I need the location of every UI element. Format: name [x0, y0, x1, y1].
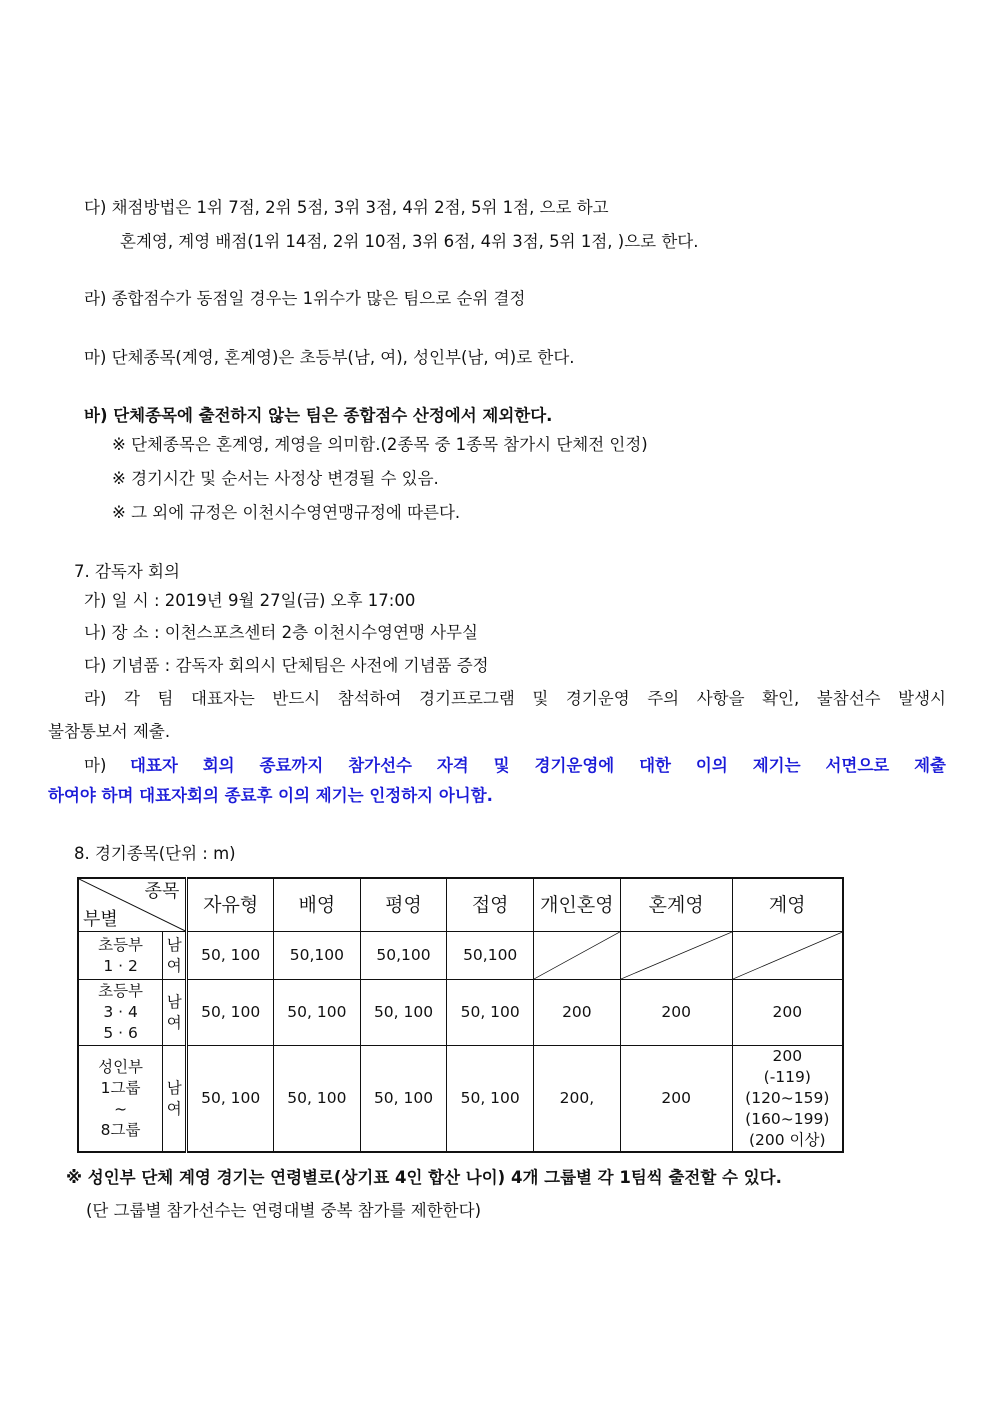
- slash-mark: [534, 932, 620, 979]
- relay-groups-cell: [732, 1046, 843, 1153]
- gender-female: 여: [166, 1099, 182, 1118]
- table-header-row: [78, 878, 843, 932]
- division-line: 1그룹: [100, 1078, 141, 1097]
- gender-cell: [163, 980, 187, 1046]
- relay-line: 200: [772, 1047, 803, 1065]
- rule-ba: 바) 단체종목에 출전하지 않는 팀은 종합점수 산정에서 제외한다.: [84, 406, 553, 425]
- slash-mark: [733, 932, 842, 979]
- gender-female: 여: [166, 1013, 182, 1032]
- not-applicable-cell: [732, 932, 843, 980]
- gender-male: 남: [166, 1078, 182, 1097]
- rule-ma: 마) 단체종목(계영, 혼계영)은 초등부(남, 여), 성인부(남, 여)로 한다.: [84, 348, 575, 367]
- note-schedule-change: ※ 경기시간 및 순서는 사정상 변경될 수 있음.: [112, 469, 439, 488]
- division-line: 5 · 6: [103, 1024, 138, 1042]
- gender-female: 여: [166, 956, 182, 975]
- not-applicable-cell: [534, 932, 621, 980]
- table-cell: 50, 100: [187, 1046, 274, 1153]
- table-cell: 50, 100: [274, 980, 361, 1046]
- rule-da-line2: 혼계영, 계영 배점(1위 14점, 2위 10점, 3위 6점, 4위 3점, 5위 1점, )으로 한다.: [120, 232, 699, 251]
- corner-division-label: 부별: [83, 909, 118, 930]
- table-row: [78, 980, 843, 1046]
- corner-event-label: 종목: [144, 881, 180, 902]
- table-cell: 200: [620, 1046, 732, 1153]
- table-cell: 50, 100: [360, 1046, 447, 1153]
- relay-line: (120~159): [745, 1089, 830, 1107]
- col-freestyle-relay: 계영: [732, 878, 843, 932]
- col-individual-medley: 개인혼영: [534, 878, 621, 932]
- table-row: [78, 932, 843, 980]
- meeting-souvenir: 다) 기념품 : 감독자 회의시 단체팀은 사전에 기념품 증정: [84, 656, 489, 675]
- relay-line: (160~199): [745, 1110, 830, 1128]
- table-corner-cell: [78, 878, 187, 932]
- col-backstroke: 배영: [274, 878, 361, 932]
- division-cell: [78, 980, 163, 1046]
- relay-line: (-119): [763, 1068, 811, 1086]
- gender-male: 남: [166, 992, 182, 1011]
- table-cell: 200,: [534, 1046, 621, 1153]
- meeting-representative-line2: 불참통보서 제출.: [48, 722, 171, 741]
- meeting-datetime: 가) 일 시 : 2019년 9월 27일(금) 오후 17:00: [84, 591, 416, 610]
- division-line: 성인부: [98, 1057, 144, 1076]
- table-cell: 50, 100: [187, 932, 274, 980]
- table-cell: 50,100: [447, 932, 534, 980]
- gender-cell: [163, 932, 187, 980]
- gender-cell: [163, 1046, 187, 1153]
- not-applicable-cell: [620, 932, 732, 980]
- division-line: ~: [114, 1099, 128, 1118]
- division-line: 8그룹: [100, 1120, 141, 1139]
- division-cell: [78, 932, 163, 980]
- division-cell: [78, 1046, 163, 1153]
- rule-ra: 라) 종합점수가 동점일 경우는 1위수가 많은 팀으로 순위 결정: [84, 289, 526, 308]
- meeting-location: 나) 장 소 : 이천스포츠센터 2층 이천시수영연맹 사무실: [84, 623, 478, 642]
- col-freestyle: 자유형: [187, 878, 274, 932]
- slash-mark: [621, 932, 732, 979]
- meeting-heading: 7. 감독자 회의: [74, 562, 180, 581]
- note-other-rules: ※ 그 외에 규정은 이천시수영연맹규정에 따른다.: [112, 503, 461, 522]
- gender-male: 남: [166, 935, 182, 954]
- events-heading: 8. 경기종목(단위 : m): [74, 844, 236, 863]
- division-line: 초등부: [98, 935, 144, 954]
- meeting-representative-line1: 라) 각 팀 대표자는 반드시 참석하여 경기프로그램 및 경기운영 주의 사항을 확인, 불참선수 발생시: [84, 689, 946, 708]
- table-cell: 50, 100: [447, 1046, 534, 1153]
- col-medley-relay: 혼계영: [620, 878, 732, 932]
- events-footnote-2: (단 그룹별 참가선수는 연령대별 중복 참가를 제한한다): [86, 1201, 482, 1220]
- division-line: 초등부: [98, 982, 144, 1000]
- meeting-objection-line1: 대표자 회의 종료까지 참가선수 자격 및 경기운영에 대한 이의 제기는 서면으로 제출: [130, 756, 946, 775]
- events-table: [77, 877, 844, 1153]
- table-cell: 50, 100: [360, 980, 447, 1046]
- col-breaststroke: 평영: [360, 878, 447, 932]
- division-line: 3 · 4: [103, 1003, 138, 1021]
- division-line: 1 · 2: [103, 956, 138, 975]
- table-cell: 50,100: [360, 932, 447, 980]
- table-cell: 200: [620, 980, 732, 1046]
- col-butterfly: 접영: [447, 878, 534, 932]
- meeting-objection-label: 마): [84, 756, 107, 775]
- table-cell: 200: [534, 980, 621, 1046]
- table-cell: 50, 100: [274, 1046, 361, 1153]
- note-team-events: ※ 단체종목은 혼계영, 계영을 의미함.(2종목 중 1종목 참가시 단체전 인정): [112, 435, 648, 454]
- rule-da-line1: 다) 채점방법은 1위 7점, 2위 5점, 3위 3점, 4위 2점, 5위 1점, 으로 하고: [84, 198, 609, 217]
- meeting-objection-line2: 하여야 하며 대표자회의 종료후 이의 제기는 인정하지 아니함.: [48, 786, 493, 805]
- table-cell: 50, 100: [447, 980, 534, 1046]
- table-cell: 200: [732, 980, 843, 1046]
- relay-line: (200 이상): [749, 1131, 826, 1149]
- table-row: [78, 1046, 843, 1153]
- table-cell: 50,100: [274, 932, 361, 980]
- events-footnote-1: ※ 성인부 단체 계영 경기는 연령별로(상기표 4인 합산 나이) 4개 그룹별 각 1팀씩 출전할 수 있다.: [66, 1168, 782, 1187]
- table-cell: 50, 100: [187, 980, 274, 1046]
